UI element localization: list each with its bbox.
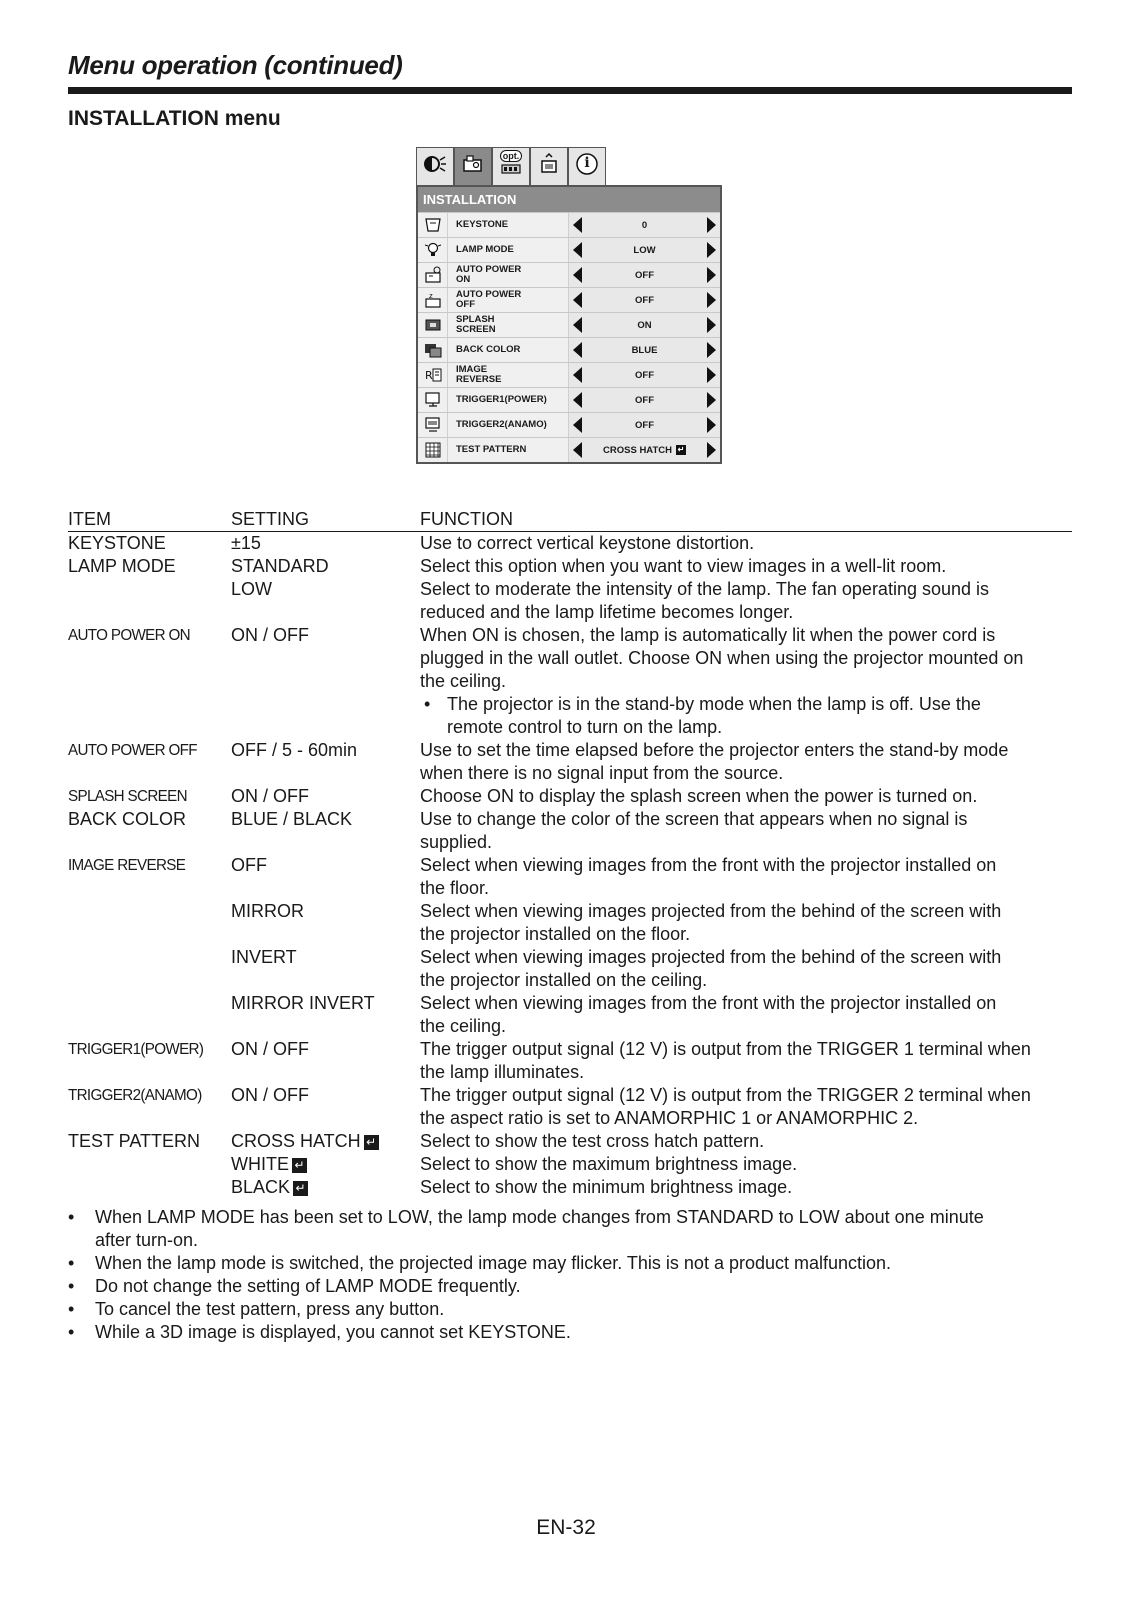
setting-text: ON / OFF <box>231 786 309 806</box>
osd-row-value <box>582 270 707 281</box>
bullet-icon: • <box>424 694 431 714</box>
note-text <box>95 1206 1072 1252</box>
signal-icon <box>536 151 562 182</box>
function-bullet <box>420 693 1072 739</box>
osd-value-selector <box>568 313 720 337</box>
arrow-left-icon[interactable] <box>573 342 582 358</box>
osd-tab-bar <box>416 147 722 185</box>
setting-text: ON / OFF <box>231 1085 309 1105</box>
setting-text: INVERT <box>231 947 297 967</box>
item-cell <box>68 946 231 992</box>
function-cell <box>420 578 1072 624</box>
item-cell: LAMP MODE <box>68 556 176 576</box>
table-row <box>68 900 1072 946</box>
function-line: supplied. <box>420 832 493 852</box>
osd-row-value <box>582 245 707 256</box>
function-line: reduced and the lamp lifetime becomes longer. <box>420 602 794 622</box>
osd-rows <box>418 212 720 462</box>
item-cell: TRIGGER2(ANAMO) <box>68 1087 202 1104</box>
function-line: the lamp illuminates. <box>420 1062 585 1082</box>
osd-row-auto-power-on[interactable] <box>418 262 720 287</box>
enter-icon: ↵ <box>364 1135 379 1150</box>
osd-tab-label: opt. <box>500 150 522 162</box>
table-row <box>68 946 1072 992</box>
table-row <box>68 1153 1072 1176</box>
table-row <box>68 808 1072 854</box>
osd-row-trigger2-anamo[interactable] <box>418 412 720 437</box>
osd-row-keystone[interactable] <box>418 212 720 237</box>
osd-row-label: BACK COLOR <box>456 344 521 355</box>
bullet-icon: • <box>68 1299 75 1319</box>
function-line: plugged in the wall outlet. Choose ON when using the projector mounted on <box>420 648 1024 668</box>
osd-row-value-text: OFF <box>635 269 654 281</box>
setting-text: CROSS HATCH <box>231 1131 361 1151</box>
osd-row-test-pattern[interactable] <box>418 437 720 462</box>
osd-row-label: AUTO POWER OFF <box>456 289 522 310</box>
page-title: Menu operation (continued) <box>68 50 403 80</box>
table-row <box>68 1038 1072 1084</box>
setting-text: STANDARD <box>231 556 329 576</box>
setting-text: OFF <box>231 855 267 875</box>
function-line: the projector installed on the floor. <box>420 924 691 944</box>
osd-row-value-text: CROSS HATCH <box>603 444 672 456</box>
osd-row-value <box>582 420 707 431</box>
function-line: Select to show the maximum brightness image. <box>420 1154 798 1174</box>
table-row <box>68 532 1072 555</box>
setting-text: MIRROR <box>231 901 304 921</box>
arrow-left-icon[interactable] <box>573 392 582 408</box>
osd-row-value <box>582 395 707 406</box>
osd-tab-signal[interactable] <box>530 147 568 185</box>
setting-cell <box>231 624 420 739</box>
table-row <box>68 555 1072 578</box>
auto-power-off-icon <box>418 288 448 312</box>
function-line: Select this option when you want to view images in a well-lit room. <box>420 556 947 576</box>
bullet-icon: • <box>68 1207 75 1227</box>
function-line: Use to change the color of the screen that appears when no signal is <box>420 809 968 829</box>
test-pattern-icon <box>418 438 448 462</box>
arrow-left-icon[interactable] <box>573 367 582 383</box>
setting-cell <box>231 946 420 992</box>
lamp-icon <box>418 238 448 262</box>
setting-cell <box>231 532 420 555</box>
arrow-right-icon[interactable] <box>707 367 716 383</box>
function-line: the projector installed on the ceiling. <box>420 970 708 990</box>
header-item: ITEM <box>68 509 111 529</box>
osd-row-label: TRIGGER2(ANAMO) <box>456 419 547 430</box>
setting-text: ON / OFF <box>231 1039 309 1059</box>
note-line: While a 3D image is displayed, you cannot set KEYSTONE. <box>95 1322 571 1342</box>
arrow-left-icon[interactable] <box>573 217 582 233</box>
table-row <box>68 739 1072 785</box>
osd-row-auto-power-off[interactable] <box>418 287 720 312</box>
osd-row-value <box>582 445 707 456</box>
function-line: Select to show the minimum brightness image. <box>420 1177 793 1197</box>
osd-value-selector <box>568 413 720 437</box>
osd-row-label: LAMP MODE <box>456 244 514 255</box>
osd-tab-info[interactable] <box>568 147 606 185</box>
setting-cell <box>231 900 420 946</box>
function-line: when there is no signal input from the source. <box>420 763 784 783</box>
note-text <box>95 1298 1072 1321</box>
section-title: INSTALLATION menu <box>68 107 281 130</box>
osd-row-value-text: OFF <box>635 419 654 431</box>
function-cell <box>420 785 1072 808</box>
keystone-icon <box>418 213 448 237</box>
function-cell <box>420 808 1072 854</box>
svg-text:z: z <box>428 292 433 300</box>
setting-text: BLUE / BLACK <box>231 809 353 829</box>
table-row <box>68 624 1072 739</box>
setting-cell <box>231 555 420 578</box>
setting-cell <box>231 808 420 854</box>
osd-value-selector <box>568 388 720 412</box>
note-line: When the lamp mode is switched, the projected image may flicker. This is not a product malfunction. <box>95 1253 892 1273</box>
osd-row-value <box>582 295 707 306</box>
installation-icon <box>460 151 486 182</box>
function-cell <box>420 900 1072 946</box>
setting-text: ±15 <box>231 533 261 553</box>
function-cell <box>420 532 1072 555</box>
note-line: When LAMP MODE has been set to LOW, the lamp mode changes from STANDARD to LOW about one minute <box>95 1207 984 1227</box>
osd-row-value-text: OFF <box>635 369 654 381</box>
note-item <box>68 1275 1072 1298</box>
item-cell: AUTO POWER ON <box>68 627 190 644</box>
function-line: Use to correct vertical keystone distortion. <box>420 533 755 553</box>
osd-row-label: AUTO POWER ON <box>456 264 522 285</box>
function-line: The trigger output signal (12 V) is output from the TRIGGER 1 terminal when <box>420 1039 1031 1059</box>
function-line: Select when viewing images from the front with the projector installed on <box>420 993 997 1013</box>
item-cell: BACK COLOR <box>68 809 187 829</box>
info-icon <box>574 151 600 182</box>
setting-cell <box>231 578 420 624</box>
function-line: Choose ON to display the splash screen when the power is turned on. <box>420 786 978 806</box>
setting-cell <box>231 992 420 1038</box>
option-icon <box>498 151 524 182</box>
settings-table <box>68 508 1072 1199</box>
osd-row-splash-screen[interactable] <box>418 312 720 337</box>
osd-tab-picture[interactable] <box>416 147 454 185</box>
item-cell <box>68 578 231 624</box>
table-row <box>68 785 1072 808</box>
osd-value-selector <box>568 288 720 312</box>
arrow-right-icon[interactable] <box>707 217 716 233</box>
setting-text: BLACK <box>231 1177 291 1197</box>
splash-icon <box>418 313 448 337</box>
function-line: the ceiling. <box>420 671 507 691</box>
function-cell <box>420 555 1072 578</box>
bullet-line: remote control to turn on the lamp. <box>447 717 723 737</box>
arrow-right-icon[interactable] <box>707 242 716 258</box>
arrow-left-icon[interactable] <box>573 442 582 458</box>
setting-cell <box>231 1084 420 1130</box>
function-line: the ceiling. <box>420 1016 507 1036</box>
osd-row-label: TEST PATTERN <box>456 444 527 455</box>
function-line: Select to moderate the intensity of the lamp. The fan operating sound is <box>420 579 990 599</box>
note-item <box>68 1321 1072 1344</box>
note-item <box>68 1252 1072 1275</box>
setting-text: WHITE <box>231 1154 289 1174</box>
osd-tab-installation[interactable] <box>454 147 492 185</box>
arrow-right-icon[interactable] <box>707 392 716 408</box>
setting-cell <box>231 1176 420 1199</box>
function-cell <box>420 1130 1072 1153</box>
notes-list <box>68 1206 1072 1344</box>
function-cell <box>420 946 1072 992</box>
setting-text: MIRROR INVERT <box>231 993 375 1013</box>
osd-value-selector <box>568 363 720 387</box>
title-rule <box>68 87 1072 94</box>
table-row <box>68 1084 1072 1130</box>
setting-cell <box>231 1038 420 1084</box>
bullet-icon: • <box>68 1276 75 1296</box>
item-cell: AUTO POWER OFF <box>68 742 197 759</box>
function-line: Use to set the time elapsed before the projector enters the stand-by mode <box>420 740 1009 760</box>
note-item <box>68 1298 1072 1321</box>
osd-row-image-reverse[interactable] <box>418 362 720 387</box>
function-cell <box>420 1153 1072 1176</box>
arrow-left-icon[interactable] <box>573 242 582 258</box>
function-cell <box>420 624 1072 739</box>
table-row <box>68 578 1072 624</box>
table-row <box>68 1130 1072 1153</box>
osd-row-value-text: OFF <box>635 394 654 406</box>
function-line: the floor. <box>420 878 490 898</box>
function-line: Select when viewing images projected from the behind of the screen with <box>420 947 1002 967</box>
osd-row-label: IMAGE REVERSE <box>456 364 502 385</box>
setting-cell <box>231 785 420 808</box>
osd-row-trigger1-power[interactable] <box>418 387 720 412</box>
header-function: FUNCTION <box>420 509 513 529</box>
osd-value-selector <box>568 438 720 462</box>
setting-text: LOW <box>231 579 273 599</box>
note-line: To cancel the test pattern, press any button. <box>95 1299 445 1319</box>
osd-row-value <box>582 370 707 381</box>
table-row <box>68 992 1072 1038</box>
enter-icon: ↵ <box>292 1158 307 1173</box>
osd-row-lamp-mode[interactable] <box>418 237 720 262</box>
osd-row-label: SPLASH SCREEN <box>456 314 496 335</box>
osd-panel <box>416 185 722 464</box>
bullet-text <box>447 693 1072 739</box>
item-cell <box>68 1153 231 1176</box>
setting-text: ON / OFF <box>231 625 309 645</box>
function-line: Select when viewing images projected from the behind of the screen with <box>420 901 1002 921</box>
arrow-left-icon[interactable] <box>573 417 582 433</box>
osd-tab-label: i <box>584 155 590 171</box>
setting-cell <box>231 739 420 785</box>
note-text <box>95 1252 1072 1275</box>
osd-menu <box>416 147 722 464</box>
osd-row-label: KEYSTONE <box>456 219 509 230</box>
setting-cell <box>231 1153 420 1176</box>
osd-row-value <box>582 320 707 331</box>
function-cell <box>420 1038 1072 1084</box>
function-line: Select to show the test cross hatch pattern. <box>420 1131 765 1151</box>
note-line: Do not change the setting of LAMP MODE frequently. <box>95 1276 521 1296</box>
osd-row-value-text: BLUE <box>631 344 658 356</box>
item-cell: KEYSTONE <box>68 533 166 553</box>
arrow-right-icon[interactable] <box>707 267 716 283</box>
function-cell <box>420 992 1072 1038</box>
osd-row-value <box>582 345 707 356</box>
osd-row-value-text: 0 <box>641 219 648 231</box>
bullet-icon: • <box>68 1322 75 1342</box>
osd-value-selector <box>568 338 720 362</box>
osd-row-value-text: OFF <box>635 294 654 306</box>
osd-row-value <box>582 220 707 231</box>
item-cell: IMAGE REVERSE <box>68 857 186 874</box>
function-line: the aspect ratio is set to ANAMORPHIC 1 or ANAMORPHIC 2. <box>420 1108 919 1128</box>
table-body <box>68 532 1072 1199</box>
arrow-left-icon[interactable] <box>573 267 582 283</box>
item-cell: TRIGGER1(POWER) <box>68 1041 204 1058</box>
enter-icon: ↵ <box>677 444 685 454</box>
trigger1-icon <box>418 388 448 412</box>
arrow-right-icon[interactable] <box>707 317 716 333</box>
enter-icon: ↵ <box>293 1181 308 1196</box>
arrow-left-icon[interactable] <box>573 292 582 308</box>
osd-tab-option[interactable] <box>492 147 530 185</box>
table-row <box>68 854 1072 900</box>
osd-row-back-color[interactable] <box>418 337 720 362</box>
setting-cell <box>231 854 420 900</box>
function-line: Select when viewing images from the front with the projector installed on <box>420 855 997 875</box>
osd-value-selector <box>568 263 720 287</box>
trigger2-icon <box>418 413 448 437</box>
setting-cell <box>231 1130 420 1153</box>
arrow-right-icon[interactable] <box>707 417 716 433</box>
osd-row-value-text: ON <box>637 319 652 331</box>
note-text <box>95 1321 1072 1344</box>
arrow-right-icon[interactable] <box>707 342 716 358</box>
osd-row-label: TRIGGER1(POWER) <box>456 394 547 405</box>
function-line: When ON is chosen, the lamp is automatically lit when the power cord is <box>420 625 996 645</box>
svg-text:R: R <box>424 369 433 382</box>
arrow-left-icon[interactable] <box>573 317 582 333</box>
item-cell <box>68 900 231 946</box>
note-line: after turn-on. <box>95 1230 199 1250</box>
item-cell: TEST PATTERN <box>68 1131 201 1151</box>
page-number: EN-32 <box>536 1516 596 1539</box>
picture-icon <box>422 151 448 182</box>
arrow-right-icon[interactable] <box>707 442 716 458</box>
note-item <box>68 1206 1072 1252</box>
item-cell <box>68 1176 231 1199</box>
note-text <box>95 1275 1072 1298</box>
table-row <box>68 1176 1072 1199</box>
bullet-line: The projector is in the stand-by mode when the lamp is off. Use the <box>447 694 981 714</box>
function-cell <box>420 1176 1072 1199</box>
function-cell <box>420 739 1072 785</box>
item-cell: SPLASH SCREEN <box>68 788 187 805</box>
osd-value-selector <box>568 213 720 237</box>
back-color-icon <box>418 338 448 362</box>
function-line: The trigger output signal (12 V) is output from the TRIGGER 2 terminal when <box>420 1085 1031 1105</box>
osd-row-value-text: LOW <box>633 244 656 256</box>
header-setting: SETTING <box>231 509 310 529</box>
setting-text: OFF / 5 - 60min <box>231 740 358 760</box>
osd-value-selector <box>568 238 720 262</box>
function-cell <box>420 854 1072 900</box>
bullet-icon: • <box>68 1253 75 1273</box>
table-header <box>68 508 1072 532</box>
item-cell <box>68 992 231 1038</box>
image-reverse-icon <box>418 363 448 387</box>
osd-header: INSTALLATION <box>418 187 720 212</box>
auto-power-on-icon <box>418 263 448 287</box>
arrow-right-icon[interactable] <box>707 292 716 308</box>
function-cell <box>420 1084 1072 1130</box>
